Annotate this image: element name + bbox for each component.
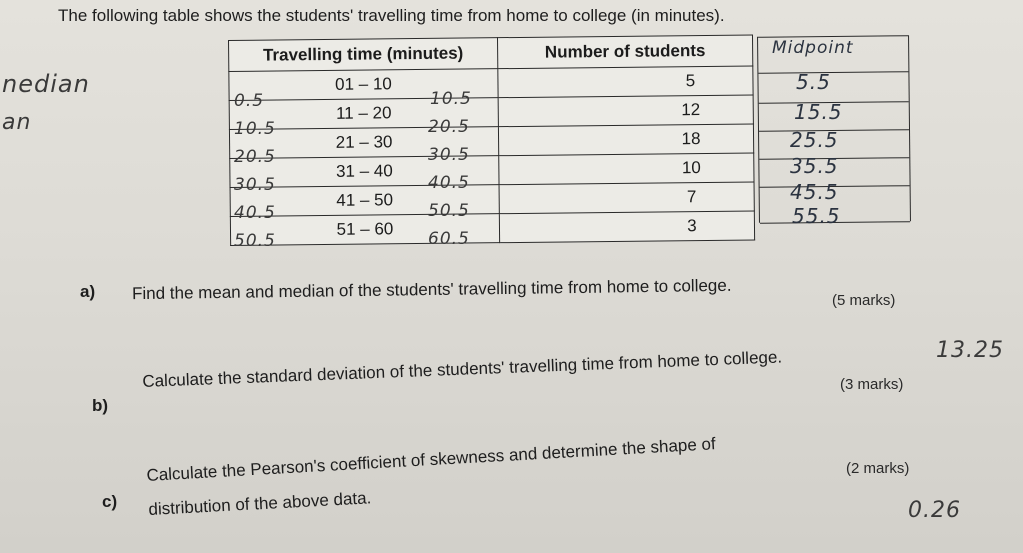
handwritten-lower-bound: 50.5 <box>234 231 276 251</box>
intro-text: The following table shows the students' travelling time from home to college (in minutes). <box>58 6 725 25</box>
cell-time: 21 – 30 <box>229 127 498 159</box>
question-a-letter: a) <box>80 282 96 301</box>
handwritten-answer-b: 13.25 <box>936 338 1004 363</box>
handwritten-upper-bound: 40.5 <box>428 173 470 193</box>
handwritten-midpoint: 35.5 <box>790 154 839 178</box>
header-number-of-students: Number of students <box>497 35 752 69</box>
margin-note-an: an <box>2 110 32 135</box>
question-a-marks: (5 marks) <box>832 292 896 309</box>
cell-students: 18 <box>498 124 753 156</box>
cell-time: 11 – 20 <box>229 98 498 130</box>
handwritten-upper-bound: 30.5 <box>428 145 470 165</box>
handwritten-upper-bound: 60.5 <box>428 229 470 249</box>
question-b-text: Calculate the standard deviation of the students' travelling time from home to college. <box>142 347 783 391</box>
handwritten-lower-bound: 10.5 <box>234 119 276 139</box>
frequency-table-wrap <box>228 35 755 246</box>
handwritten-midpoint: 25.5 <box>790 128 839 152</box>
cell-time: 31 – 40 <box>230 156 499 188</box>
handwritten-midpoint: 5.5 <box>796 70 831 94</box>
handwritten-lower-bound: 20.5 <box>234 147 276 167</box>
question-c-marks: (2 marks) <box>846 460 910 477</box>
cell-time: 41 – 50 <box>230 185 499 217</box>
cell-time: 01 – 10 <box>229 69 498 101</box>
cell-students: 10 <box>499 153 754 185</box>
question-b-marks: (3 marks) <box>840 376 904 393</box>
cell-students: 3 <box>499 211 754 243</box>
handwritten-upper-bound: 10.5 <box>430 89 472 109</box>
header-travelling-time: Travelling time (minutes) <box>229 38 498 72</box>
handwritten-midpoint: 15.5 <box>794 100 843 124</box>
question-c-letter: c) <box>102 492 118 511</box>
handwritten-lower-bound: 0.5 <box>234 91 265 111</box>
question-a-text: Find the mean and median of the students' travelling time from home to college. <box>131 275 732 304</box>
frequency-table <box>228 35 755 246</box>
handwritten-upper-bound: 20.5 <box>428 117 470 137</box>
handwritten-midpoint: 45.5 <box>790 180 839 204</box>
table-row <box>230 211 754 245</box>
cell-students: 5 <box>498 66 753 98</box>
cell-students: 7 <box>499 182 754 214</box>
handwritten-lower-bound: 40.5 <box>234 203 276 223</box>
question-c-text-line1: Calculate the Pearson's coefficient of skewness and determine the shape of <box>146 434 717 485</box>
handwritten-midpoint-header: Midpoint <box>772 38 854 58</box>
question-c-text-line2: distribution of the above data. <box>148 488 372 519</box>
margin-note-median: nedian <box>2 70 90 98</box>
cell-students: 12 <box>498 95 753 127</box>
handwritten-lower-bound: 30.5 <box>234 175 276 195</box>
handwritten-upper-bound: 50.5 <box>428 201 470 221</box>
handwritten-midpoint: 55.5 <box>792 204 841 228</box>
question-b-letter: b) <box>92 396 109 415</box>
handwritten-answer-c: 0.26 <box>908 498 961 523</box>
cell-time: 51 – 60 <box>230 214 499 246</box>
